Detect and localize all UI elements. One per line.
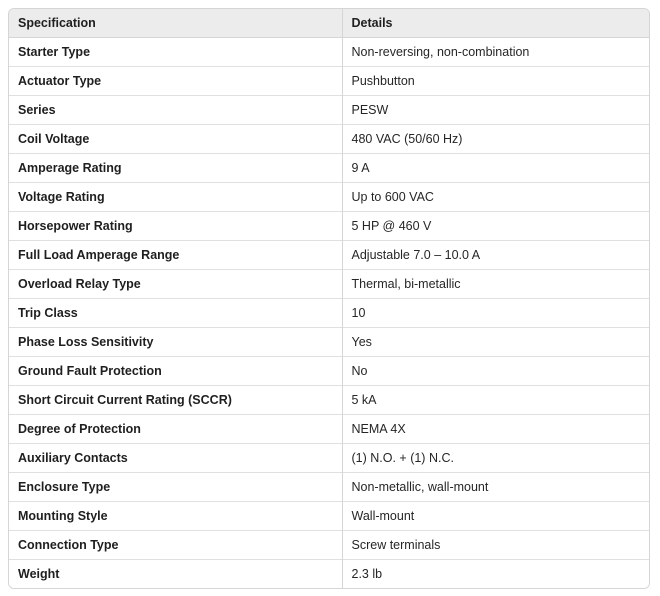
spec-name-cell: Weight [9, 559, 342, 588]
spec-value-cell: (1) N.O. + (1) N.C. [342, 443, 649, 472]
table-row [9, 298, 649, 327]
spec-value-cell: No [342, 356, 649, 385]
table-row [9, 124, 649, 153]
header-details: Details [342, 9, 649, 37]
spec-value-cell: 10 [342, 298, 649, 327]
spec-value-cell: 2.3 lb [342, 559, 649, 588]
table-body [9, 37, 649, 588]
spec-name-cell: Ground Fault Protection [9, 356, 342, 385]
spec-value-cell: 9 A [342, 153, 649, 182]
spec-value-cell: Non-reversing, non-combination [342, 37, 649, 66]
spec-value-cell: Adjustable 7.0 – 10.0 A [342, 240, 649, 269]
spec-name-cell: Enclosure Type [9, 472, 342, 501]
table-row [9, 414, 649, 443]
table-row [9, 37, 649, 66]
spec-value-cell: PESW [342, 95, 649, 124]
spec-name-cell: Horsepower Rating [9, 211, 342, 240]
spec-table-container [8, 8, 650, 589]
table-row [9, 240, 649, 269]
spec-value-cell: Screw terminals [342, 530, 649, 559]
spec-value-cell: Non-metallic, wall-mount [342, 472, 649, 501]
spec-name-cell: Mounting Style [9, 501, 342, 530]
spec-name-cell: Connection Type [9, 530, 342, 559]
table-row [9, 501, 649, 530]
spec-value-cell: 5 HP @ 460 V [342, 211, 649, 240]
table-row [9, 356, 649, 385]
spec-name-cell: Actuator Type [9, 66, 342, 95]
spec-name-cell: Trip Class [9, 298, 342, 327]
table-row [9, 95, 649, 124]
spec-name-cell: Amperage Rating [9, 153, 342, 182]
table-row [9, 472, 649, 501]
spec-name-cell: Coil Voltage [9, 124, 342, 153]
spec-value-cell: Thermal, bi-metallic [342, 269, 649, 298]
spec-name-cell: Full Load Amperage Range [9, 240, 342, 269]
spec-value-cell: Yes [342, 327, 649, 356]
table-row [9, 559, 649, 588]
table-row [9, 182, 649, 211]
table-row [9, 211, 649, 240]
table-row [9, 327, 649, 356]
table-row [9, 153, 649, 182]
spec-value-cell: Pushbutton [342, 66, 649, 95]
spec-value-cell: Wall-mount [342, 501, 649, 530]
spec-name-cell: Series [9, 95, 342, 124]
table-row [9, 66, 649, 95]
spec-name-cell: Voltage Rating [9, 182, 342, 211]
spec-name-cell: Auxiliary Contacts [9, 443, 342, 472]
table-row [9, 269, 649, 298]
spec-value-cell: 5 kA [342, 385, 649, 414]
spec-value-cell: NEMA 4X [342, 414, 649, 443]
spec-name-cell: Phase Loss Sensitivity [9, 327, 342, 356]
spec-value-cell: Up to 600 VAC [342, 182, 649, 211]
table-header-row [9, 9, 649, 37]
header-specification: Specification [9, 9, 342, 37]
table-row [9, 385, 649, 414]
spec-name-cell: Degree of Protection [9, 414, 342, 443]
spec-name-cell: Short Circuit Current Rating (SCCR) [9, 385, 342, 414]
table-row [9, 443, 649, 472]
spec-table [9, 9, 649, 588]
spec-value-cell: 480 VAC (50/60 Hz) [342, 124, 649, 153]
spec-name-cell: Starter Type [9, 37, 342, 66]
table-row [9, 530, 649, 559]
spec-name-cell: Overload Relay Type [9, 269, 342, 298]
